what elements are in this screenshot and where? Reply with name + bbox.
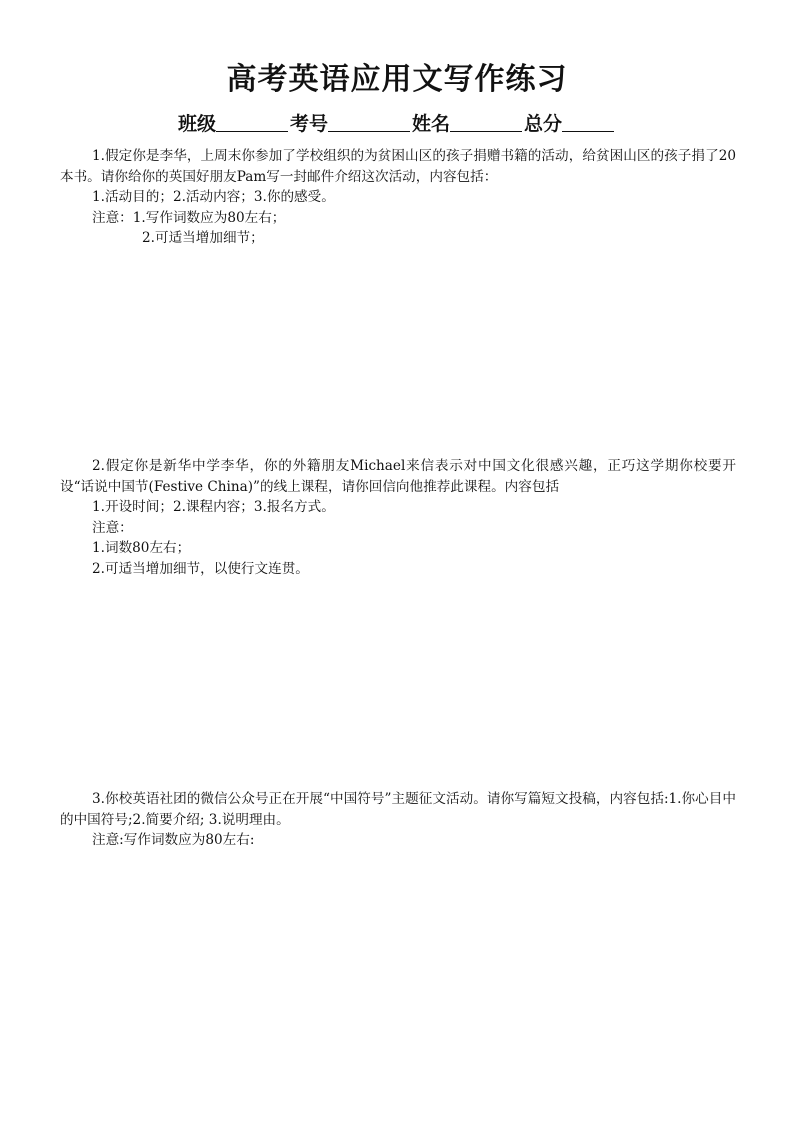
name-label: 姓名: [412, 113, 451, 135]
page-title: 高考英语应用文写作练习: [226, 62, 568, 97]
score-blank[interactable]: [562, 111, 614, 132]
question-1-note-1: 注意：1.写作词数应为80左右；: [92, 209, 286, 226]
class-label: 班级: [177, 113, 216, 135]
question-3: [60, 789, 736, 851]
question-2: [60, 456, 736, 579]
class-blank[interactable]: [216, 111, 288, 132]
question-3-note-1: 注意:写作词数应为80左右:: [92, 832, 255, 848]
question-2-content-points: 1.开设时间；2.课程内容；3.报名方式。: [92, 499, 335, 515]
question-1-note-2: 2.可适当增加细节；: [142, 230, 264, 246]
student-info-line: [0, 110, 794, 138]
question-3-prompt: 3.你校英语社团的微信公众号正在开展“中国符号”主题征文活动。请你写篇短文投稿，内容包括:1.你心目中的中国符号;2.简要介绍; 3.说明理由。: [60, 791, 736, 828]
question-2-note-label: 注意：: [92, 519, 133, 536]
question-2-note-1: 1.词数80左右；: [92, 540, 191, 556]
question-2-note-2: 2.可适当增加细节，以使行文连贯。: [92, 560, 309, 577]
question-1-prompt: 1.假定你是李华，上周末你参加了学校组织的为贫困山区的孩子捐赠书籍的活动，给贫困山区的孩子捐了20本书。请你给你的英国好朋友Pam写一封邮件介绍这次活动，内容包括：: [60, 148, 736, 185]
question-1-content-points: 1.活动目的；2.活动内容；3.你的感受。: [92, 189, 335, 205]
number-label: 考号: [289, 113, 328, 135]
score-label: 总分: [524, 113, 563, 135]
number-blank[interactable]: [328, 111, 410, 132]
name-blank[interactable]: [450, 111, 522, 132]
question-1: [60, 146, 736, 249]
question-2-prompt: 2.假定你是新华中学李华，你的外籍朋友Michael来信表示对中国文化很感兴趣，正巧这学期你校要开设“话说中国节(Festive China)”的线上课程，请你回信向他推荐此课程。内容包括: [60, 458, 736, 495]
